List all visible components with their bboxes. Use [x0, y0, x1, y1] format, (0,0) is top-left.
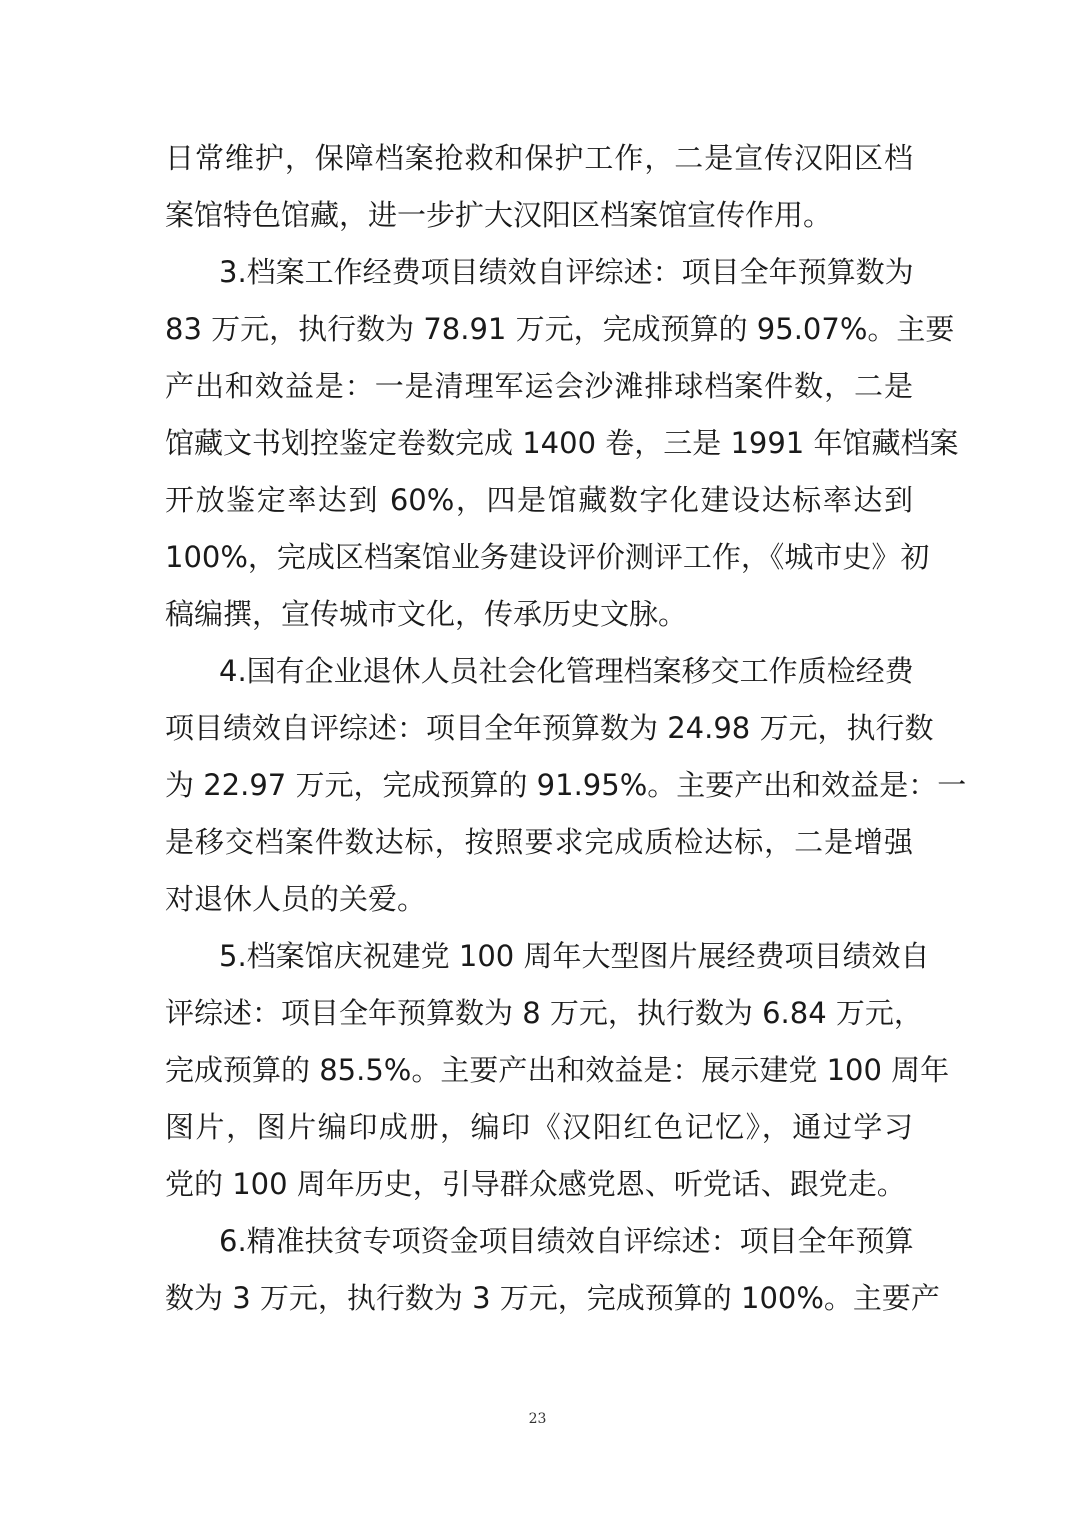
text-line: 对退休人员的关爱。: [165, 882, 427, 916]
text-line: 为 22.97 万元，完成预算的 91.95%。主要产出和效益是：一: [165, 768, 967, 802]
text-line: 图片，图片编印成册，编印《汉阳红色记忆》，通过学习: [165, 1110, 913, 1144]
text-line: 日常维护，保障档案抢救和保护工作，二是宣传汉阳区档: [165, 141, 913, 175]
text-line: 数为 3 万元，执行数为 3 万元，完成预算的 100%。主要产: [165, 1281, 940, 1315]
text-line: 党的 100 周年历史，引导群众感党恩、听党话、跟党走。: [165, 1167, 906, 1201]
text-line: 3.档案工作经费项目绩效自评综述：项目全年预算数为: [219, 255, 914, 289]
text-line: 100%，完成区档案馆业务建设评价测评工作，《城市史》初: [165, 540, 930, 574]
text-line: 4.国有企业退休人员社会化管理档案移交工作质检经费: [219, 654, 914, 688]
text-line: 馆藏文书划控鉴定卷数完成 1400 卷，三是 1991 年馆藏档案: [165, 426, 959, 460]
page-number: 23: [528, 1411, 547, 1427]
text-line: 完成预算的 85.5%。主要产出和效益是：展示建党 100 周年: [165, 1053, 950, 1087]
text-line: 是移交档案件数达标，按照要求完成质检达标，二是增强: [165, 825, 913, 859]
text-line: 开放鉴定率达到 60%，四是馆藏数字化建设达标率达到: [165, 483, 913, 517]
text-line: 6.精准扶贫专项资金项目绩效自评综述：项目全年预算: [219, 1224, 914, 1258]
text-line: 案馆特色馆藏，进一步扩大汉阳区档案馆宣传作用。: [165, 198, 833, 232]
text-line: 稿编撰，宣传城市文化，传承历史文脉。: [165, 597, 688, 631]
text-line: 产出和效益是：一是清理军运会沙滩排球档案件数，二是: [165, 369, 913, 403]
text-line: 83 万元，执行数为 78.91 万元，完成预算的 95.07%。主要: [165, 312, 955, 346]
text-line: 5.档案馆庆祝建党 100 周年大型图片展经费项目绩效自: [219, 939, 930, 973]
text-line: 评综述：项目全年预算数为 8 万元，执行数为 6.84 万元，: [165, 996, 923, 1030]
text-line: 项目绩效自评综述：项目全年预算数为 24.98 万元，执行数: [165, 711, 934, 745]
